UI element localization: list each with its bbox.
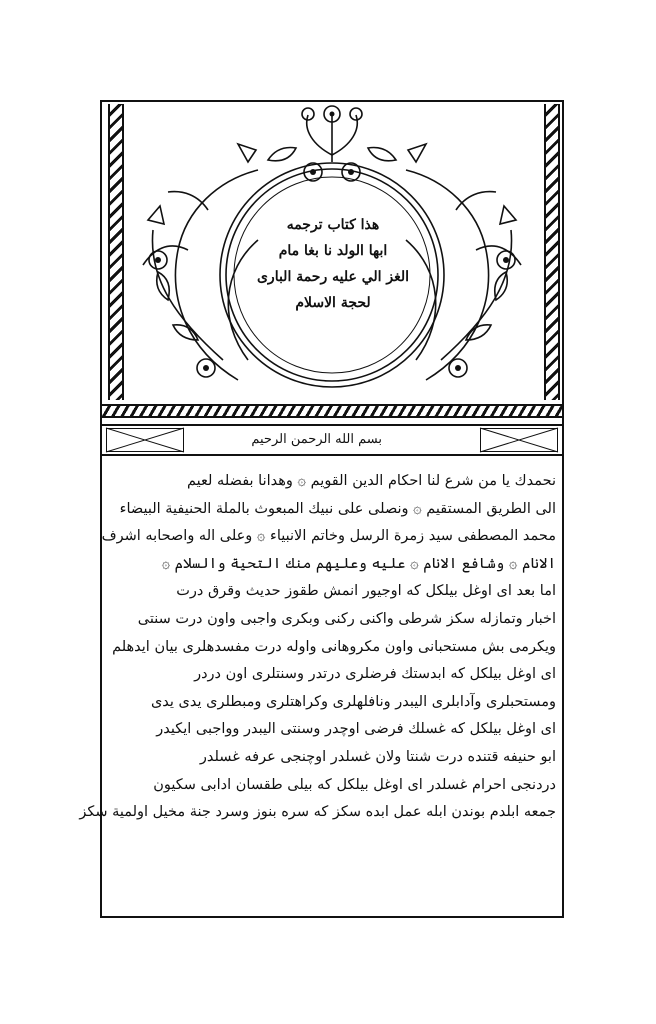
right-rope-pillar [544,104,560,400]
text-line: محمد المصطفى سيد زمرة الرسل وخاتم الانبياء ۞ وعلى اله واصحابه اشرف [101,528,556,545]
basmala: بسم الله الرحمن الرحيم [251,432,382,447]
medallion-line: الغز الي عليه رحمة البارى [256,269,410,285]
medallion-line: هذا كتاب ترجمه [286,217,380,233]
text-line: اى اوغل بيلكل كه ابدستك فرضلرى درتدر وسنتلرى اون دردر [194,666,556,683]
text-line: ومستحبلرى وآدابلرى اليبدر ونافلهلرى وكراهتلرى ومبطلرى يدى يدى [150,693,556,710]
text-line: الانام ۞ وشافع الانام ۞ عليه وعليهم منك التحية والسلام ۞ [161,555,556,572]
text-line: جمعه ابلدم بوندن ابله عمل ابده سكز كه سره بنوز وسرد جنة مخيل اولمية سكز [79,804,556,821]
cross-panel-left [106,428,184,452]
medallion-line: ابها الولد نا بغا مام [278,243,388,259]
rope-divider [102,404,562,418]
medallion-line: لحجة الاسلام [295,295,371,311]
body-text [79,468,556,827]
text-line: الى الطريق المستقيم ۞ ونصلى على نبيك المبعوث بالملة الحنيفية البيضاء [119,500,556,517]
medallion-title [240,212,426,316]
cross-panel-right [480,428,558,452]
text-line: اما بعد اى اوغل بيلكل كه اوجيور انمش طقوز حديث وقرق درت [176,583,556,600]
text-line: اى اوغل بيلكل كه غسلك فرضى اوچدر وسنتى اليبدر وواجبى ايكيدر [156,721,556,738]
text-line: دردنجى احرام غسلدر اى اوغل بيلكل كه بيلى طقسان ادابى سكيون [153,776,556,793]
text-line: نحمدك يا من شرع لنا احكام الدين القويم ۞ وهدانا بفضله لعيم [187,473,556,489]
text-line: ويكرمى بش مستحبانى واون مكروهانى واوله درت مفسدهلرى بيان ايدهلم [112,638,556,655]
left-rope-pillar [108,104,124,400]
text-line: ابو حنيفه قتنده درت شنتا ولان غسلدر اوچنجى عرفه غسلدر [199,748,556,765]
text-line: اخبار وتمازله سكز شرطى واكنى ركنى وبكرى واجبى واون درت سنتى [137,610,556,627]
basmala-band [102,424,562,456]
